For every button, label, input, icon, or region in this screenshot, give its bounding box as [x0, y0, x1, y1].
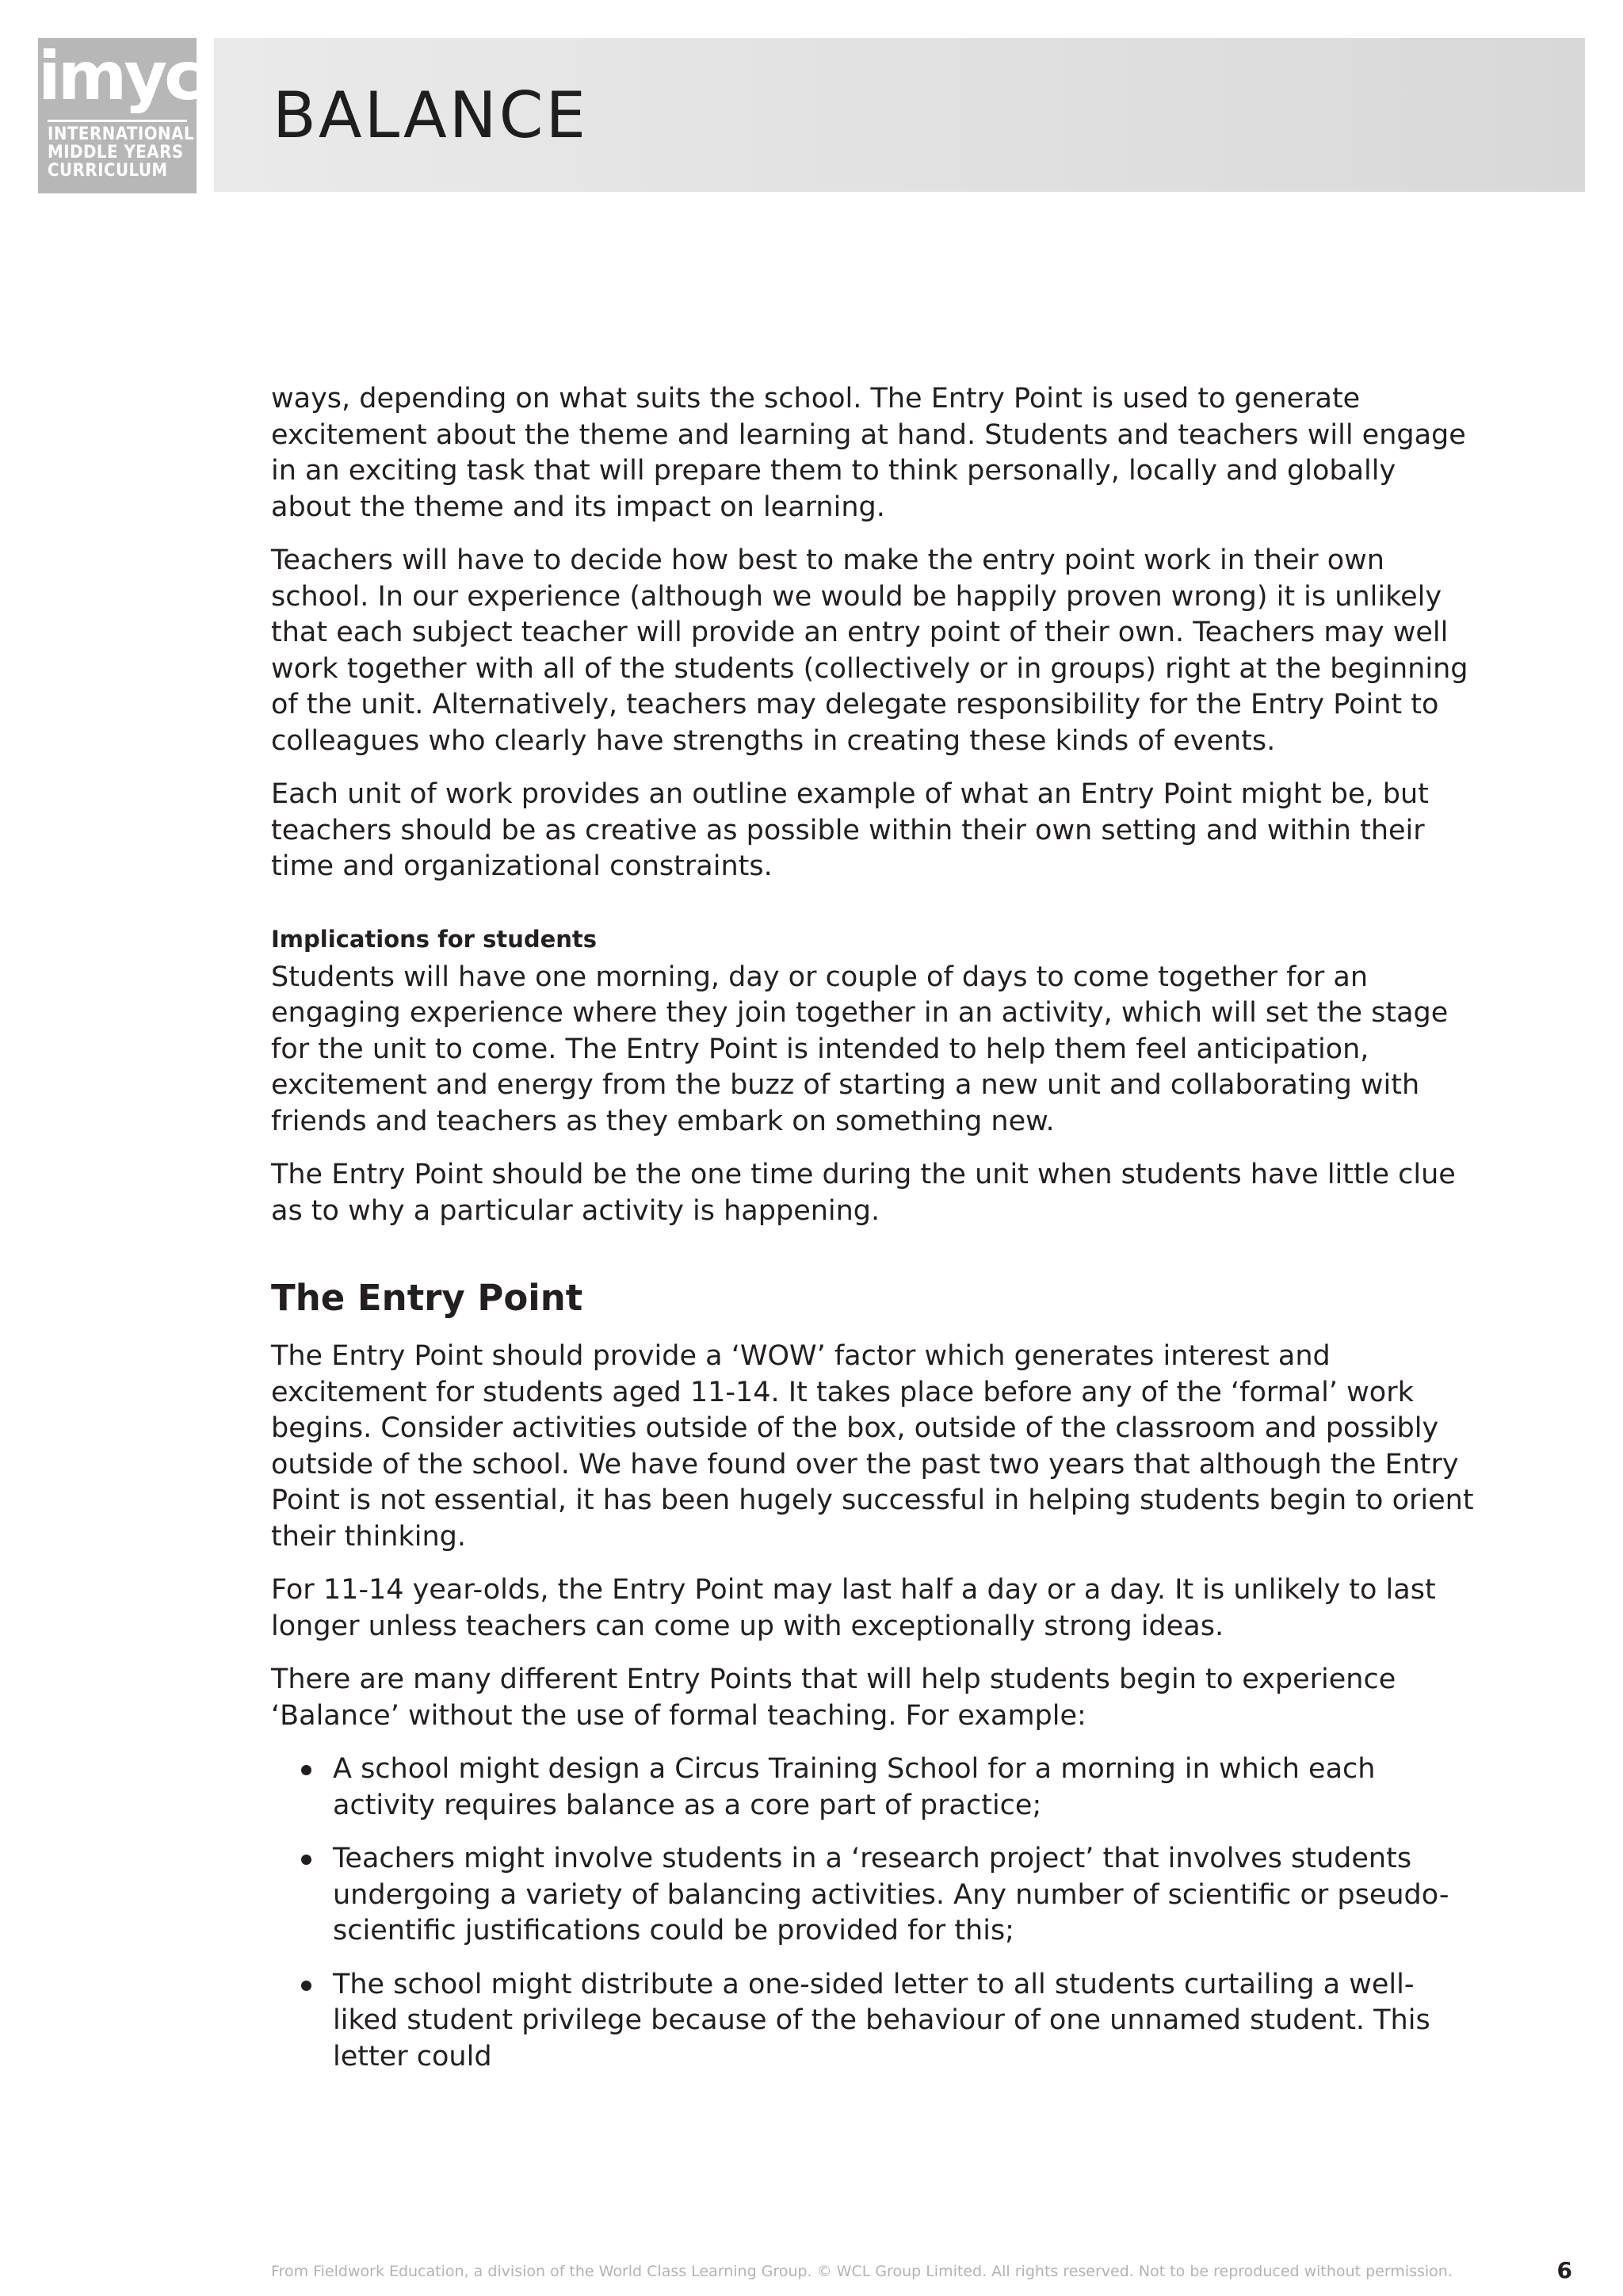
logo-line-2: MIDDLE YEARS [48, 143, 184, 162]
subheading-implications: Implications for students [271, 925, 598, 953]
paragraph: Students will have one morning, day or couple of days to come together for an engaging experience where they join together in an activity, which will set the stage for the unit to come. The Entry Point is intended to help them feel anticipation, excitement and energy from the buzz of starting a new unit and collaborating with friends and teachers as they embark on something new. [271, 961, 1449, 1137]
paragraph: The Entry Point should be the one time during the unit when students have little clue as to why a particular activity is happening. [271, 1159, 1456, 1227]
bullet-icon [301, 1765, 311, 1775]
bullet-icon [301, 1855, 311, 1865]
main-content [271, 381, 1476, 2092]
example-list [271, 1752, 1476, 2075]
imyc-logo [38, 37, 200, 193]
list-item [333, 1967, 1476, 2076]
list-item-text: Teachers might involve students in a ‘research project’ that involves students undergoing a variety of balancing activities. Any number of scientific or pseudo-scientific justifications could be provided for this; [333, 1843, 1449, 1946]
logo-divider [48, 120, 187, 122]
paragraph: There are many different Entry Points that will help students begin to experience ‘Balance’ without the use of formal teaching. For example: [271, 1664, 1396, 1732]
logo-line-1: INTERNATIONAL [48, 124, 195, 144]
list-item [333, 1752, 1476, 1824]
paragraph: ways, depending on what suits the school. The Entry Point is used to generate excitement about the theme and learning at hand. Students and teachers will engage in an exciting task that will prepare them to think personally, locally and globally about the theme and its impact on learning. [271, 383, 1466, 523]
section-heading-entry-point: The Entry Point [271, 1277, 583, 1319]
page-title: BALANCE [273, 78, 588, 152]
paragraph: Teachers will have to decide how best to make the entry point work in their own school. In our experience (although we would be happily proven wrong) it is unlikely that each subject teacher will provide an entry point of their own. Teachers may well work together with all of the students (collectively or in groups) right at the beginning of the unit. Alternatively, teachers may delegate responsibility for the Entry Point to colleagues who clearly have strengths in creating these kinds of events. [271, 544, 1468, 757]
logo-line-3: CURRICULUM [48, 161, 168, 181]
paragraph: Each unit of work provides an outline example of what an Entry Point might be, but teachers should be as creative as possible within their own setting and within their time and organizational constraints. [271, 778, 1429, 882]
logo-wordmark: imyc [38, 37, 200, 115]
page-number: 6 [1556, 2257, 1572, 2283]
copyright-footer: From Fieldwork Education, a division of the World Class Learning Group. © WCL Group Limited. All rights reserved. Not to be reproduced without permission. [271, 2263, 1453, 2280]
list-item-text: A school might design a Circus Training School for a morning in which each activity requires balance as a core part of practice; [333, 1753, 1376, 1821]
paragraph: For 11-14 year-olds, the Entry Point may last half a day or a day. It is unlikely to last longer unless teachers can come up with exceptionally strong ideas. [271, 1574, 1436, 1642]
header-banner [214, 38, 1585, 192]
list-item-text: The school might distribute a one-sided letter to all students curtailing a well-liked student privilege because of the behaviour of one unnamed student. This letter could [333, 1968, 1430, 2073]
paragraph: The Entry Point should provide a ‘WOW’ factor which generates interest and excitement for students aged 11-14. It takes place before any of the ‘formal’ work begins. Consider activities outside of the box, outside of the classroom and possibly outside of the school. We have found over the past two years that although the Entry Point is not essential, it has been hugely successful in helping students begin to orient their thinking. [271, 1340, 1474, 1553]
list-item [333, 1841, 1476, 1950]
bullet-icon [301, 1981, 311, 1991]
